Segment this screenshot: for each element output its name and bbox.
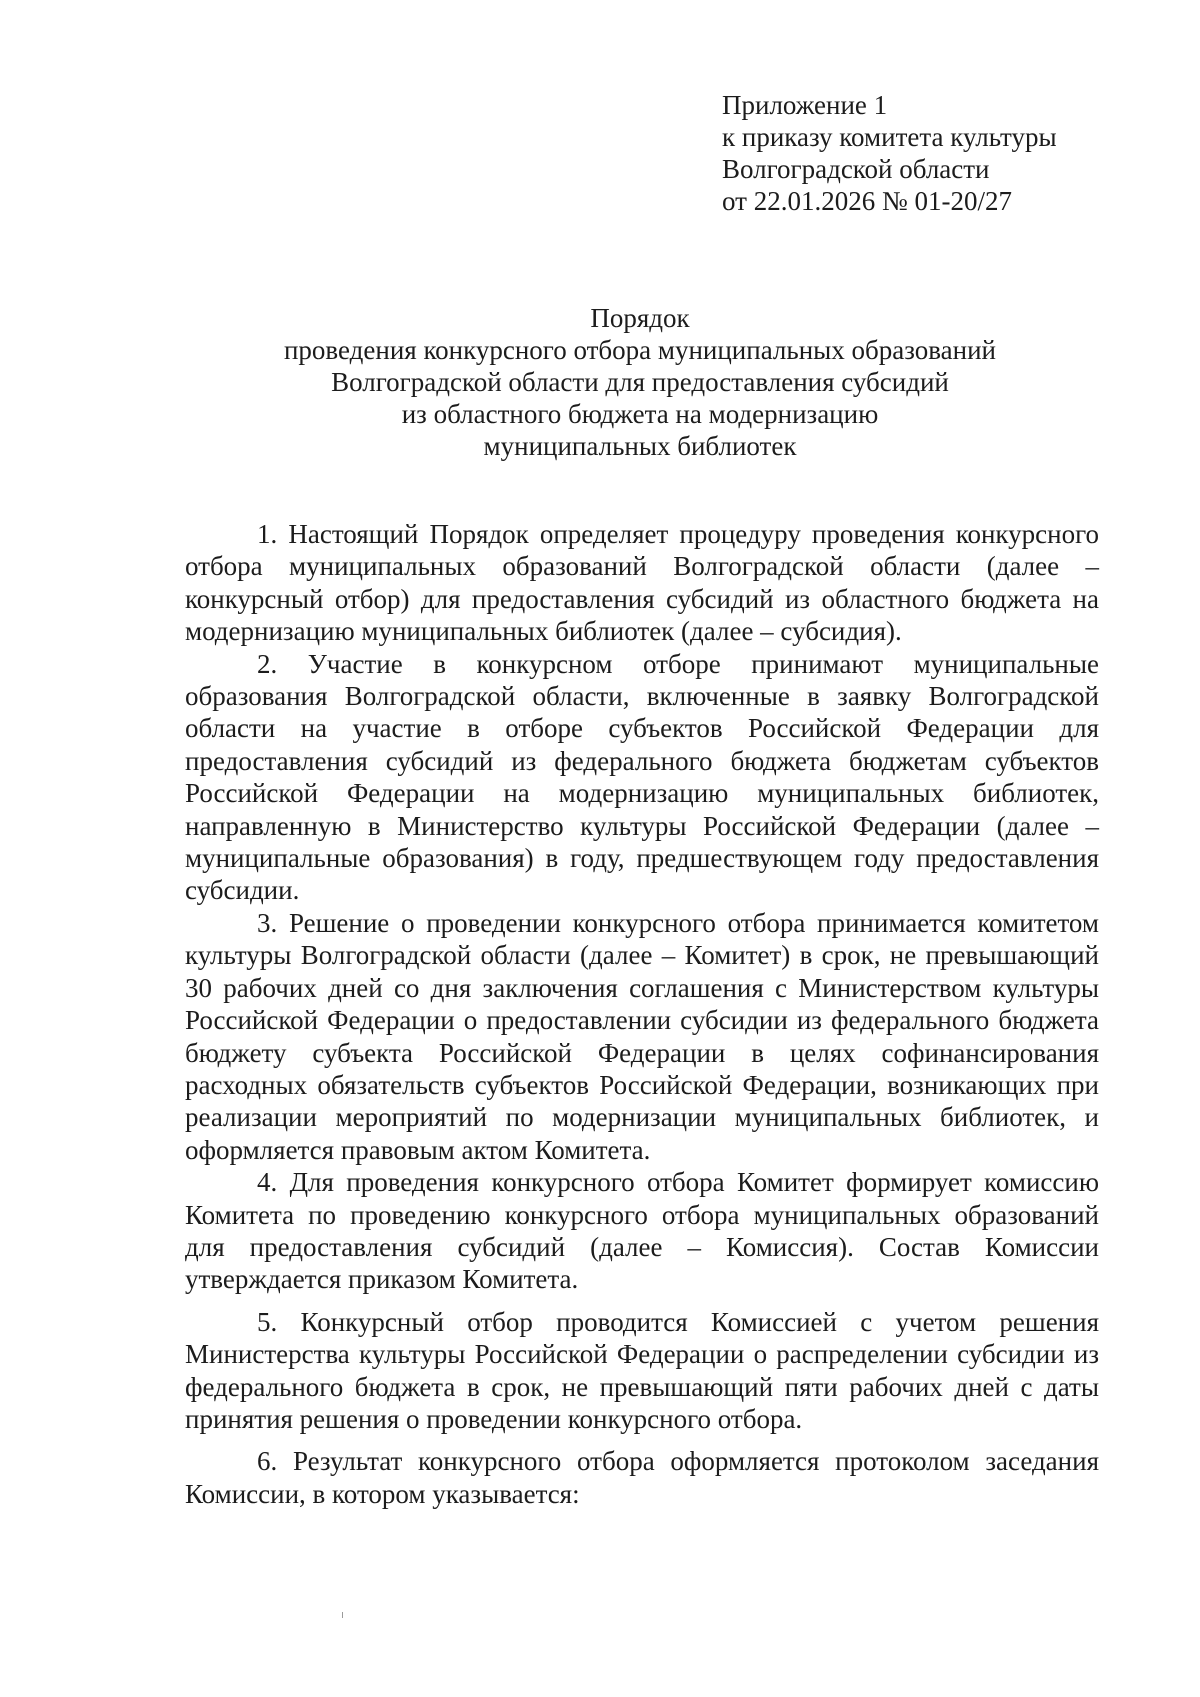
appendix-line: Приложение 1	[722, 90, 888, 120]
paragraph-3: 3. Решение о проведении конкурсного отбора принимается комитетом культуры Волгоградской области (далее – Комитет) в срок, не превышающий 30 рабочих дней со дня заключения соглашения с Министерством культуры Российской Федерации о предоставлении субсидии из федерального бюджета бюджету субъекта Российской Федерации в целях софинансирования расходных обязательств субъектов Российской Федерации, возникающих при реализации мероприятий по модернизации муниципальных библиотек, и оформляется правовым актом Комитета.	[185, 907, 1099, 1165]
scan-mark	[342, 1612, 343, 1618]
appendix-reference	[722, 89, 1057, 217]
title-heading: Порядок	[590, 303, 690, 333]
appendix-line: Волгоградской области	[722, 154, 990, 184]
appendix-date-number: от 22.01.2026 № 01-20/27	[722, 186, 1012, 216]
paragraph-6: 6. Результат конкурсного отбора оформляется протоколом заседания Комиссии, в котором указывается:	[185, 1446, 1099, 1509]
appendix-line: к приказу комитета культуры	[722, 122, 1057, 152]
paragraph-1: 1. Настоящий Порядок определяет процедуру проведения конкурсного отбора муниципальных образований Волгоградской области (далее – конкурсный отбор) для предоставления субсидий из областного бюджета на модернизацию муниципальных библиотек (далее – субсидия).	[185, 519, 1099, 647]
document-title	[185, 302, 1095, 462]
paragraph-2: 2. Участие в конкурсном отборе принимают муниципальные образования Волгоградской области, включенные в заявку Волгоградской области на участие в отборе субъектов Российской Федерации для предоставления субсидий из федерального бюджета бюджетам субъектов Российской Федерации на модернизацию муниципальных библиотек, направленную в Министерство культуры Российской Федерации (далее – муниципальные образования) в году, предшествующем году предоставления субсидии.	[185, 648, 1099, 906]
title-line: муниципальных библиотек	[483, 431, 797, 461]
title-line: Волгоградской области для предоставления субсидий	[331, 367, 949, 397]
title-line: из областного бюджета на модернизацию	[401, 399, 879, 429]
paragraph-4: 4. Для проведения конкурсного отбора Комитет формирует комиссию Комитета по проведению конкурсного отбора муниципальных образований для предоставления субсидий (далее – Комиссия). Состав Комиссии утверждается приказом Комитета.	[185, 1167, 1099, 1295]
paragraph-5: 5. Конкурсный отбор проводится Комиссией с учетом решения Министерства культуры Российской Федерации о распределении субсидии из федерального бюджета в срок, не превышающий пяти рабочих дней с даты принятия решения о проведении конкурсного отбора.	[185, 1306, 1099, 1434]
title-line: проведения конкурсного отбора муниципальных образований	[283, 335, 997, 365]
document-body	[185, 518, 1099, 1510]
